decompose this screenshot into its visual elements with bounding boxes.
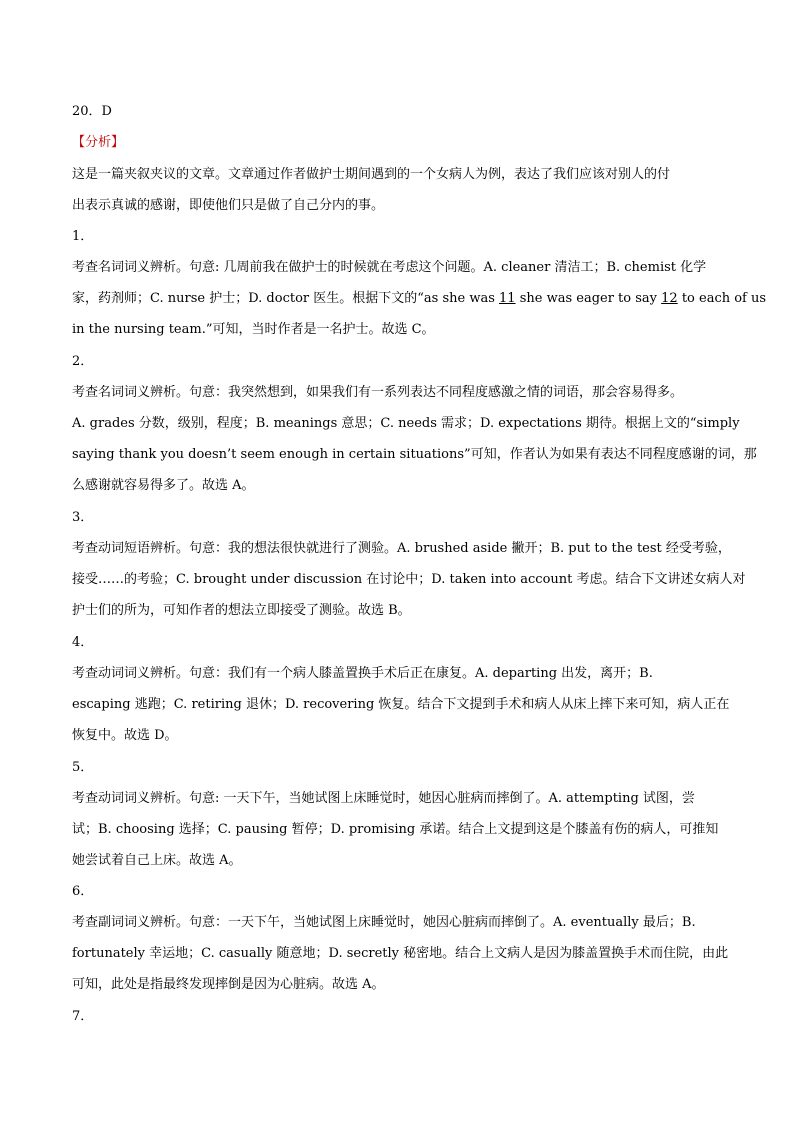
explanation-line: 护士们的所为，可知作者的想法立即接受了测验。故选 B。 <box>72 603 411 618</box>
blank-12: 12 <box>661 291 678 306</box>
item-number: 2． <box>72 354 94 369</box>
explanation-line: 考查名词词义辨析。句意：我突然想到，如果我们有一系列表达不同程度感激之情的词语，那会容易得多。 <box>72 385 684 400</box>
item-number: 7． <box>72 1009 94 1024</box>
explanation-line: fortunately 幸运地；C. casually 随意地；D. secretly 秘密地。结合上文病人是因为膝盖置换手术而住院，由此 <box>72 946 729 961</box>
explanation-line: 可知，此处是指最终发现摔倒是因为心脏病。故选 A。 <box>72 977 385 992</box>
explanation-line: 么感谢就容易得多了。故选 A。 <box>72 478 255 493</box>
explanation-line: in the nursing team.”可知，当时作者是一名护士。故选 C。 <box>72 322 435 337</box>
explanation-line: A. grades 分数，级别，程度；B. meanings 意思；C. needs 需求；D. expectations 期待。根据上文的“simply <box>72 416 740 431</box>
answer-header: 20．D <box>72 104 112 119</box>
item-number: 6． <box>72 884 94 899</box>
explanation-line: saying thank you doesn’t seem enough in certain situations”可知，作者认为如果有表达不同程度感谢的词，那 <box>72 447 757 462</box>
explanation-line: 考查动词短语辨析。句意：我的想法很快就进行了测验。A. brushed aside 撇开；B. put to the test 经受考验， <box>72 541 731 556</box>
explanation-line: 她尝试着自己上床。故选 A。 <box>72 853 242 868</box>
item-number: 4． <box>72 635 94 650</box>
intro-line: 这是一篇夹叙夹议的文章。文章通过作者做护士期间遇到的一个女病人为例，表达了我们应该对别人的付 <box>72 167 671 182</box>
intro-line: 出表示真诚的感谢，即使他们只是做了自己分内的事。 <box>72 198 385 213</box>
explanation-line: 考查名词词义辨析。句意: 几周前我在做护士的时候就在考虑这个问题。A. cleaner 清洁工；B. chemist 化学 <box>72 260 707 275</box>
explanation-line: escaping 逃跑；C. retiring 退休；D. recovering 恢复。结合下文提到手术和病人从床上摔下来可知，病人正在 <box>72 697 730 712</box>
item-number: 5． <box>72 760 94 775</box>
item-number: 1． <box>72 229 94 244</box>
explanation-line: 试；B. choosing 选择；C. pausing 暂停；D. promising 承诺。结合上文提到这是个膝盖有伤的病人，可推知 <box>72 822 719 837</box>
explanation-line: 恢复中。故选 D。 <box>72 728 178 743</box>
blank-11: 11 <box>499 291 516 306</box>
explanation-line: 考查动词词义辨析。句意: 一天下午，当她试图上床睡觉时，她因心脏病而摔倒了。A. attempting 试图，尝 <box>72 791 695 806</box>
explanation-line: 考查动词词义辨析。句意：我们有一个病人膝盖置换手术后正在康复。A. departing 出发，离开；B. <box>72 666 653 681</box>
analysis-heading: 【分析】 <box>72 135 125 150</box>
explanation-line: 考查副词词义辨析。句意：一天下午，当她试图上床睡觉时，她因心脏病而摔倒了。A. eventually 最后；B. <box>72 915 696 930</box>
item-number: 3． <box>72 510 94 525</box>
explanation-line: 接受……的考验；C. brought under discussion 在讨论中；D. taken into account 考虑。结合下文讲述女病人对 <box>72 572 746 587</box>
explanation-line: 家，药剂师；C. nurse 护士；D. doctor 医生。根据下文的“as she was 11 she was eager to say 12 to each of us <box>72 291 767 306</box>
